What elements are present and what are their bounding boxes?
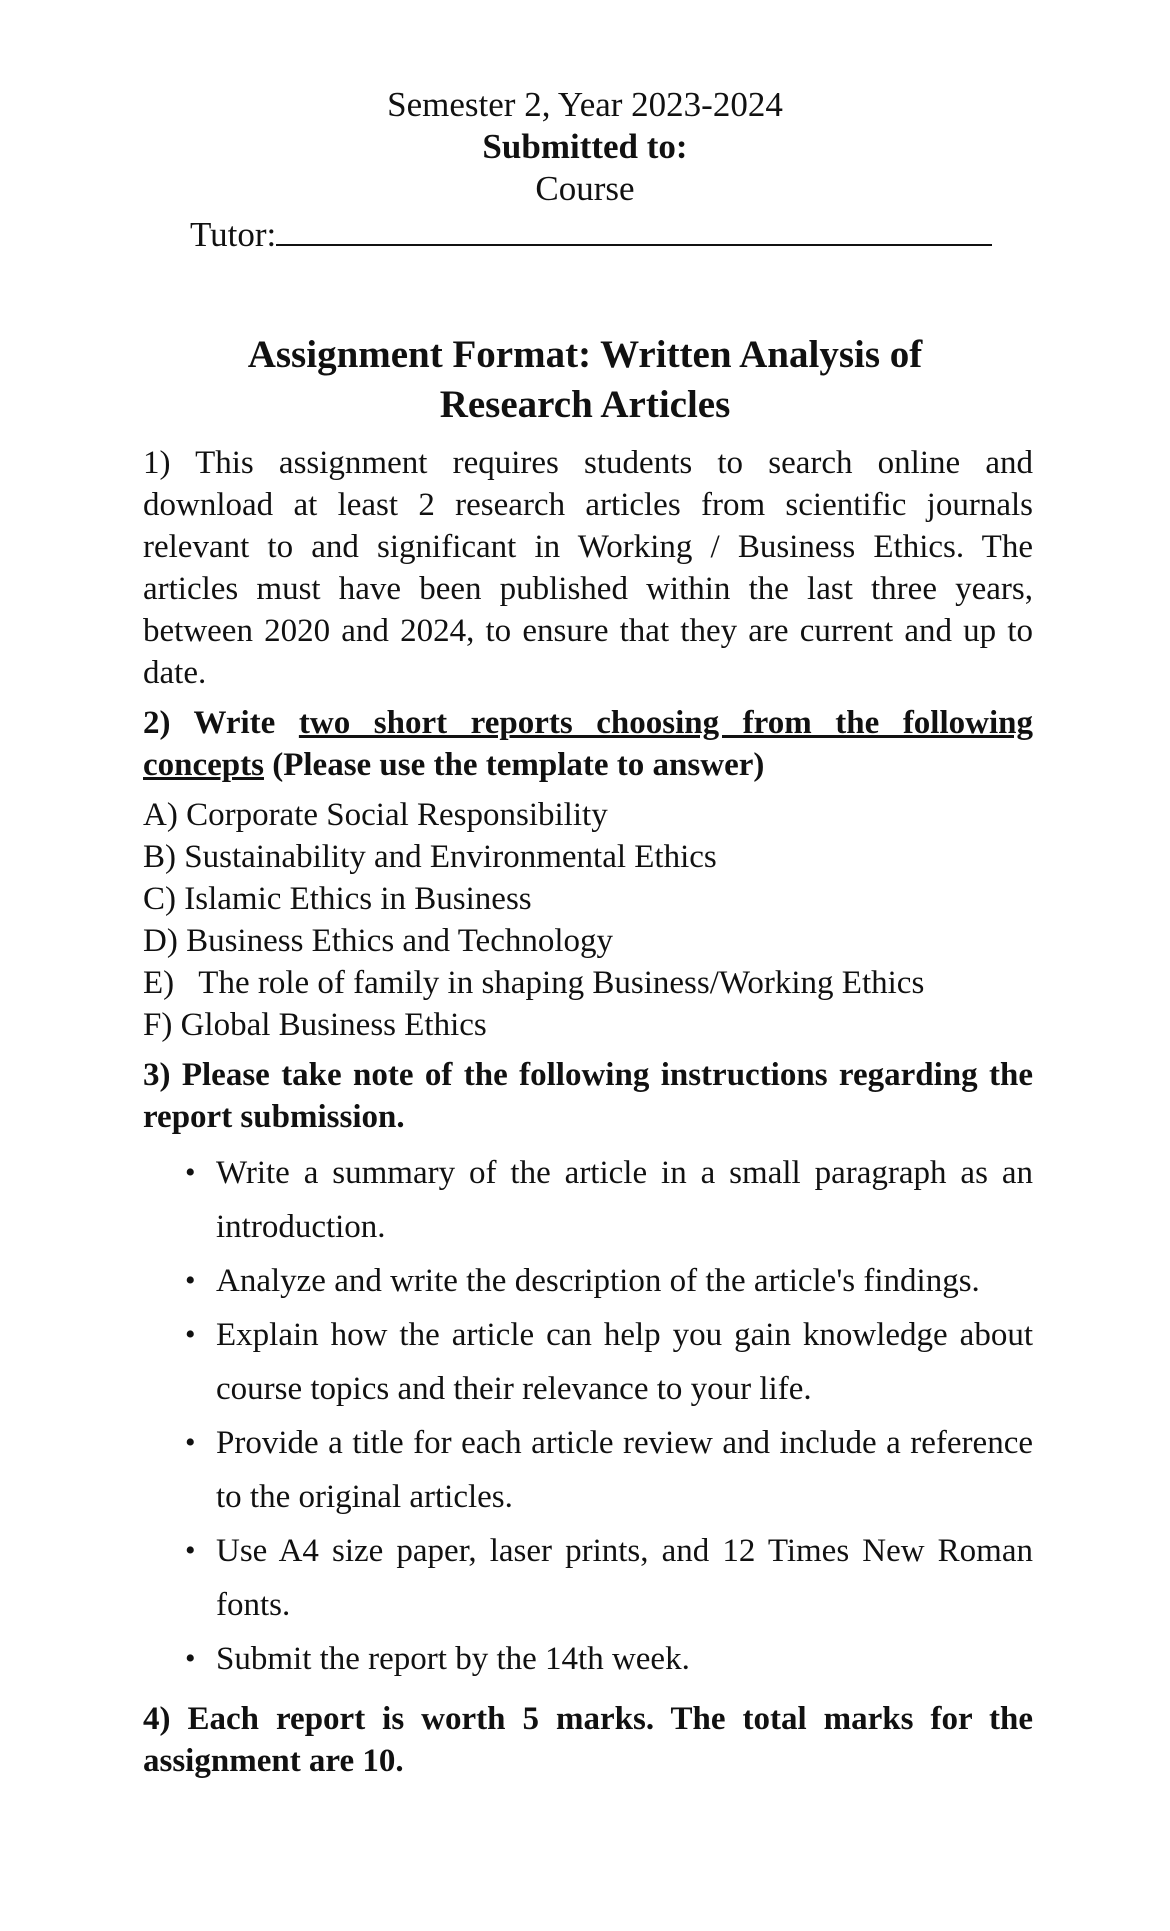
tutor-label: Tutor: (190, 215, 277, 254)
bullet-icon: • (185, 1534, 196, 1567)
assignment-body (143, 442, 1033, 1790)
bullet-icon: • (185, 1426, 196, 1459)
instruction-text: Submit the report by the 14th week. (216, 1641, 690, 1677)
section-2-suffix: (Please use the template to answer) (263, 747, 765, 783)
cover-header (0, 84, 1170, 210)
instruction-item (183, 1308, 1033, 1416)
bullet-icon: • (185, 1156, 196, 1189)
concept-item: E) The role of family in shaping Business/Working Ethics (143, 965, 925, 1001)
assignment-title (0, 330, 1170, 430)
bullet-icon: • (185, 1318, 196, 1351)
bullet-icon: • (185, 1264, 196, 1297)
course-line: Course (535, 169, 635, 208)
instruction-text: Analyze and write the description of the article's findings. (216, 1263, 980, 1299)
concept-list (143, 794, 1033, 1046)
bullet-icon: • (185, 1642, 196, 1675)
instruction-item (183, 1524, 1033, 1632)
concept-item: C) Islamic Ethics in Business (143, 881, 532, 917)
instruction-text: Explain how the article can help you gain knowledge about course topics and their relevance to your life. (216, 1317, 1033, 1407)
section-4-marks-note: 4) Each report is worth 5 marks. The total marks for the assignment are 10. (143, 1701, 1033, 1779)
section-2-prefix: 2) Write (143, 705, 299, 741)
concept-item: A) Corporate Social Responsibility (143, 797, 608, 833)
instruction-item (183, 1254, 1033, 1308)
section-3-heading: 3) Please take note of the following instructions regarding the report submission. (143, 1057, 1033, 1135)
title-line-2: Research Articles (439, 383, 731, 426)
instruction-text: Provide a title for each article review and include a reference to the original articles. (216, 1425, 1033, 1515)
semester-line: Semester 2, Year 2023-2024 (387, 85, 783, 124)
instruction-item (183, 1146, 1033, 1254)
section-2-underlined: two short reports choosing from the following concepts (143, 705, 1033, 783)
concept-item: F) Global Business Ethics (143, 1007, 487, 1043)
tutor-blank-rule (276, 210, 992, 246)
tutor-line (190, 210, 992, 256)
section-1-paragraph: 1) This assignment requires students to search online and download at least 2 research articles from scientific journals relevant to and significant in Working / Business Ethics. The articles must have been published within the last three years, between 2020 and 2024, to ensure that they are current and up to date. (143, 445, 1033, 691)
title-line-1: Assignment Format: Written Analysis of (247, 333, 923, 376)
instruction-item (183, 1632, 1033, 1686)
submitted-to-label: Submitted to: (482, 127, 688, 166)
instruction-text: Write a summary of the article in a small paragraph as an introduction. (216, 1155, 1033, 1245)
concept-item: B) Sustainability and Environmental Ethics (143, 839, 717, 875)
section-2-heading (143, 702, 1033, 786)
instruction-text: Use A4 size paper, laser prints, and 12 Times New Roman fonts. (216, 1533, 1033, 1623)
instruction-item (183, 1416, 1033, 1524)
concept-item: D) Business Ethics and Technology (143, 923, 614, 959)
instruction-list (143, 1146, 1033, 1686)
